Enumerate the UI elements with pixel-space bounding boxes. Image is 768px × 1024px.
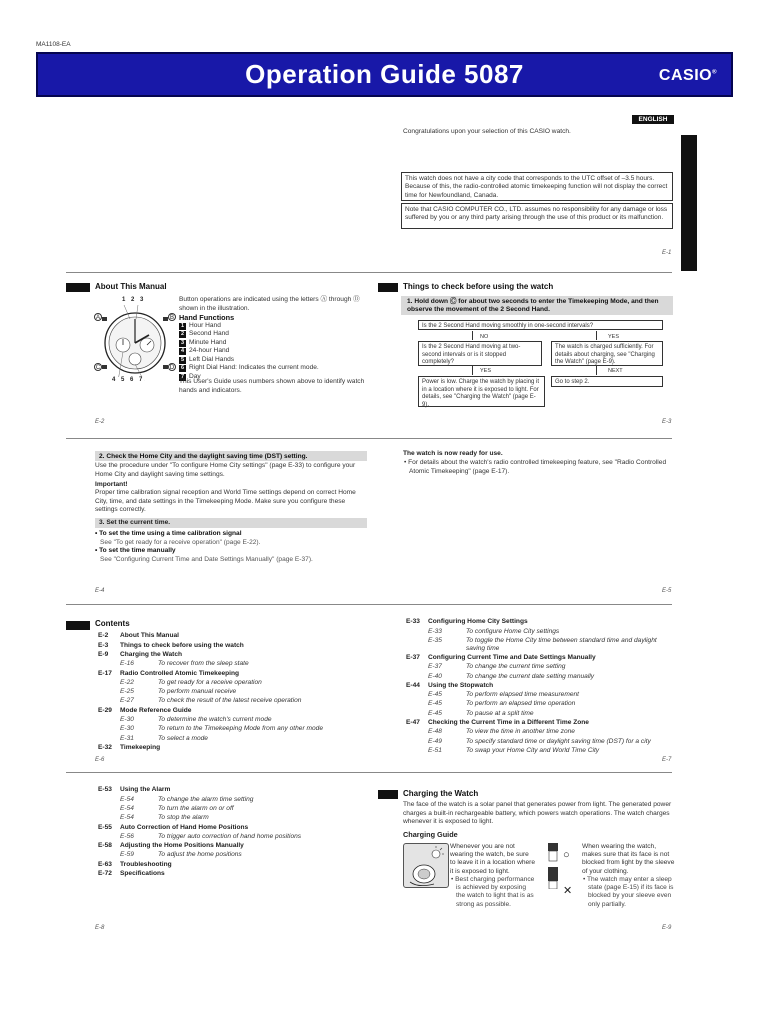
- toc-row: [406, 737, 676, 746]
- toc-page-number: E-63: [98, 860, 112, 868]
- hand-item: 3 Minute Hand: [180, 338, 227, 346]
- hand-item: 7 Day: [180, 372, 201, 380]
- toc-page-number: E-27: [120, 697, 134, 705]
- toc-row: [98, 851, 378, 860]
- toc-row: [98, 860, 378, 869]
- flow-goto-step2: Go to step 2.: [551, 376, 663, 387]
- toc-page-number: E-53: [98, 786, 112, 794]
- toc-entry-title: Checking the Current Time in a Different Time Zone: [428, 719, 589, 727]
- model-code: MA1108-EA: [36, 41, 71, 48]
- toc-row: [98, 842, 378, 851]
- ready-title: The watch is now ready for use.: [403, 450, 503, 457]
- toc-page-number: E-54: [120, 814, 134, 822]
- toc-page-number: E-44: [406, 681, 420, 689]
- page-title: Operation Guide 5087: [245, 59, 524, 89]
- toc-page-number: E-29: [98, 706, 112, 714]
- page-number: E-3: [662, 419, 672, 425]
- toc-entry-title: Auto Correction of Hand Home Positions: [120, 823, 249, 831]
- toc-page-number: E-47: [406, 719, 420, 727]
- toc-row: [98, 697, 378, 706]
- toc-row: [98, 706, 378, 715]
- toc-entry-title: Mode Reference Guide: [120, 706, 192, 714]
- toc-page-number: E-37: [428, 663, 442, 671]
- flow-arrow: [472, 331, 473, 340]
- toc-row: [406, 672, 676, 681]
- step2-body: Use the procedure under "To configure Home City settings" (page E-33) to configure your Home City and daylight saving time settings.: [95, 462, 356, 478]
- important-title: Important!: [95, 481, 128, 488]
- toc-row: [98, 669, 378, 678]
- toc-page-number: E-58: [98, 842, 112, 850]
- toc-row: [98, 725, 378, 734]
- toc-entry-title: Radio Controlled Atomic Timekeeping: [120, 669, 240, 677]
- dial-top-labels: 1 2 3: [122, 297, 146, 303]
- toc-row: [98, 651, 378, 660]
- congrats-text: Congratulations upon your selection of this CASIO watch.: [403, 128, 571, 135]
- toc-row: [98, 786, 378, 795]
- toc-page-number: E-45: [428, 709, 442, 717]
- hand-item: 1 Hour Hand: [180, 321, 221, 329]
- contents-right-list: [406, 618, 676, 756]
- toc-entry-title: Troubleshooting: [120, 860, 172, 868]
- toc-row: [406, 700, 676, 709]
- ready-body: • For details about the watch's radio controlled timekeeping feature, see "Radio Controlled Atomic Timekeeping" (page E-17).: [404, 459, 667, 475]
- casio-logo: CASIO®: [658, 67, 717, 84]
- side-tab: [681, 135, 697, 271]
- hand-functions-list: [179, 322, 379, 382]
- toc-row: [98, 734, 378, 743]
- toc-entry-title: To view the time in another time zone: [466, 728, 575, 736]
- toc-row: [406, 709, 676, 718]
- button-intro: Button operations are indicated using the letters Ⓐ through Ⓓ shown in the illustration.: [179, 296, 360, 312]
- section-tab: [378, 790, 398, 799]
- button-a-label: A: [95, 315, 100, 321]
- toc-entry-title: Configuring Home City Settings: [428, 618, 528, 626]
- toc-entry-title: Charging the Watch: [120, 650, 183, 658]
- toc-page-number: E-30: [120, 725, 134, 733]
- numbers-note: This User's Guide uses numbers shown above to identify watch hands and indicators.: [179, 378, 365, 394]
- important-body: Proper time calibration signal reception and World Time settings depend on correct Home City, time, and date settings in the Timekeeping Mode. Make sure you configure these settings correctly.: [95, 489, 356, 514]
- toc-page-number: E-49: [428, 737, 442, 745]
- charging-right-text: When wearing the watch, makes sure that its face is not blocked from light by the sleeve of your clothing. • The watch may enter a sleep state (page E-15) if its face is blocked by your sleeve even only partially.: [582, 843, 675, 908]
- divider: [66, 438, 672, 439]
- toc-page-number: E-51: [428, 746, 442, 754]
- toc-entry-title: To stop the alarm: [158, 814, 209, 822]
- button-b-label: B: [169, 315, 174, 321]
- section-tab: [378, 283, 398, 292]
- toc-entry-title: To toggle the Home City time between standard time and daylight saving time: [466, 636, 657, 652]
- toc-page-number: E-16: [120, 660, 134, 668]
- toc-row: [98, 832, 378, 841]
- flow-arrow: [596, 331, 597, 340]
- toc-entry-title: To specify standard time or daylight saving time (DST) for a city: [466, 737, 651, 745]
- hand-item: 4 24-hour Hand: [180, 347, 230, 355]
- toc-entry-title: To change the current date setting manually: [466, 672, 595, 680]
- flow-no-label: NO: [480, 334, 489, 340]
- title-banner: [36, 52, 733, 97]
- toc-entry-title: To change the alarm time setting: [158, 795, 254, 803]
- liability-notice: Note that CASIO COMPUTER CO., LTD. assumes no responsibility for any damage or loss suffered by you or any third party arising through the use of this product or its malfunction.: [401, 203, 673, 229]
- page-number: E-6: [95, 757, 105, 763]
- dial-bottom-labels: 4 5 6 7: [112, 377, 145, 383]
- divider: [66, 604, 672, 605]
- page-number: E-9: [662, 925, 672, 931]
- toc-page-number: E-45: [428, 700, 442, 708]
- button-c-label: C: [95, 365, 101, 371]
- flow-q2: Is the 2 Second Hand moving at two-second intervals or is it stopped completely?: [418, 341, 542, 366]
- step1-banner: 1. Hold down Ⓒ for about two seconds to enter the Timekeeping Mode, and then observe the movement of the 2 Second Hand.: [401, 296, 673, 315]
- hand-item: 6 Right Dial Hand: Indicates the current mode.: [180, 364, 319, 372]
- toc-row: [406, 618, 676, 627]
- toc-entry-title: Specifications: [120, 870, 165, 878]
- toc-page-number: E-72: [98, 870, 112, 878]
- toc-entry-title: To change the current time setting: [466, 663, 566, 671]
- toc-row: [98, 744, 378, 753]
- hand-item: 5 Left Dial Hands: [180, 355, 235, 363]
- flow-yes2-label: YES: [480, 368, 492, 374]
- language-tab: ENGLISH: [632, 115, 674, 124]
- toc-entry-title: To trigger auto correction of hand home positions: [158, 832, 302, 840]
- toc-entry-title: Using the Stopwatch: [428, 681, 494, 689]
- toc-row: [98, 823, 378, 832]
- divider: [66, 272, 672, 273]
- hand-functions-title: Hand Functions: [179, 313, 235, 322]
- toc-row: [406, 747, 676, 756]
- toc-entry-title: Timekeeping: [120, 743, 161, 751]
- flow-next-label: NEXT: [608, 368, 623, 374]
- toc-row: [98, 795, 378, 804]
- check-title: Things to check before using the watch: [403, 282, 554, 291]
- toc-row: [98, 688, 378, 697]
- toc-entry-title: To turn the alarm on or off: [158, 804, 234, 812]
- about-title: About This Manual: [95, 282, 167, 291]
- toc-entry-title: About This Manual: [120, 632, 179, 640]
- utc-notice: This watch does not have a city code that corresponds to the UTC offset of –3.5 hours. Because of this, the radio-controlled atomic timekeeping function will not display the correct time for Newfoundland, Canada.: [401, 172, 673, 201]
- toc-entry-title: To recover from the sleep state: [158, 660, 249, 668]
- toc-page-number: E-45: [428, 691, 442, 699]
- toc-row: [98, 814, 378, 823]
- toc-row: [406, 627, 676, 636]
- toc-row: [98, 870, 378, 879]
- toc-row: [98, 716, 378, 725]
- watch-diagram: [94, 297, 176, 387]
- ok-mark: ○: [563, 849, 570, 861]
- charging-title: Charging the Watch: [403, 789, 479, 798]
- toc-page-number: E-59: [120, 851, 134, 859]
- toc-page-number: E-9: [98, 650, 109, 658]
- toc-page-number: E-48: [428, 728, 442, 736]
- hand-item: 2 Second Hand: [180, 330, 229, 338]
- page-number: E-2: [95, 419, 105, 425]
- flow-q1: Is the 2 Second Hand moving smoothly in one-second intervals?: [418, 320, 663, 330]
- toc-page-number: E-33: [406, 618, 420, 626]
- toc-entry-title: To select a mode: [158, 734, 208, 742]
- ng-mark: ✕: [563, 885, 573, 897]
- toc-entry-title: To pause at a split time: [466, 709, 534, 717]
- page-number: E-5: [662, 588, 672, 594]
- charging-left-text: Whenever you are not wearing the watch, be sure to leave it in a location where it is exposed to light. • Best charging performance is achieved by exposing the watch to light that is as strong as possible.: [450, 843, 536, 908]
- toc-page-number: E-40: [428, 672, 442, 680]
- watch-in-light-illustration: [403, 843, 449, 888]
- section-tab: [66, 283, 90, 292]
- toc-entry-title: Using the Alarm: [120, 786, 171, 794]
- toc-entry-title: Things to check before using the watch: [120, 641, 244, 649]
- toc-row: [406, 681, 676, 690]
- toc-page-number: E-30: [120, 716, 134, 724]
- toc-row: [406, 719, 676, 728]
- toc-page-number: E-55: [98, 823, 112, 831]
- step3-bullets: • To set the time using a time calibration signal See "To get ready for a receive operation" (page E-22). • To set the time manually See "Configuring Current Time and Date Settings Manually" (page E-37).: [95, 530, 313, 563]
- toc-page-number: E-56: [120, 832, 134, 840]
- toc-row: [98, 805, 378, 814]
- flow-yes-label: YES: [608, 334, 620, 340]
- wrist-illustrations: [546, 843, 560, 889]
- page-number: E-4: [95, 588, 105, 594]
- toc-page-number: E-2: [98, 632, 109, 640]
- toc-row: [98, 660, 378, 669]
- toc-entry-title: Adjusting the Home Positions Manually: [120, 842, 244, 850]
- toc-entry-title: To swap your Home City and World Time City: [466, 746, 600, 754]
- page-number: E-1: [662, 250, 672, 256]
- toc-entry-title: Configuring Current Time and Date Settings Manually: [428, 653, 596, 661]
- toc-row: [406, 691, 676, 700]
- toc-page-number: E-22: [120, 678, 134, 686]
- contents-title: Contents: [95, 619, 130, 628]
- button-d-label: D: [169, 365, 175, 371]
- toc-page-number: E-32: [98, 743, 112, 751]
- charging-guide-title: Charging Guide: [403, 830, 458, 839]
- toc-page-number: E-3: [98, 641, 109, 649]
- flow-arrow: [596, 366, 597, 375]
- toc-page-number: E-54: [120, 804, 134, 812]
- toc-row: [406, 654, 676, 663]
- toc-entry-title: To determine the watch's current mode: [158, 716, 272, 724]
- toc-page-number: E-25: [120, 688, 134, 696]
- page-number: E-7: [662, 757, 672, 763]
- toc-entry-title: To return to the Timekeeping Mode from any other mode: [158, 725, 323, 733]
- toc-row: [98, 678, 378, 687]
- divider: [66, 772, 672, 773]
- step3-title: 3. Set the current time.: [99, 519, 171, 526]
- flow-power-low: Power is low. Charge the watch by placing it in a location where it is exposed to light. For details, see "Charging the Watch" (page E-9).: [418, 376, 545, 407]
- toc-entry-title: To adjust the home positions: [158, 851, 242, 859]
- toc-page-number: E-54: [120, 795, 134, 803]
- toc-page-number: E-17: [98, 669, 112, 677]
- toc-page-number: E-35: [428, 636, 442, 644]
- flow-charged: The watch is charged sufficiently. For details about charging, see "Charging the Watch" (page E-9).: [551, 341, 663, 366]
- step2-banner: 2. Check the Home City and the daylight saving time (DST) setting.: [95, 451, 367, 461]
- toc-entry-title: To perform an elapsed time operation: [466, 700, 576, 708]
- toc-page-number: E-37: [406, 653, 420, 661]
- page-number: E-8: [95, 925, 105, 931]
- contents-left-list: [98, 632, 378, 753]
- section-tab: [66, 621, 90, 630]
- toc-row: [406, 663, 676, 672]
- flow-arrow: [472, 366, 473, 375]
- toc-entry-title: To configure Home City settings: [466, 627, 560, 635]
- toc-page-number: E-33: [428, 627, 442, 635]
- toc-entry-title: To perform elapsed time measurement: [466, 691, 580, 699]
- toc-row: [98, 641, 378, 650]
- toc-row: [406, 728, 676, 737]
- toc-entry-title: To check the result of the latest receive operation: [158, 697, 302, 705]
- toc-entry-title: To get ready for a receive operation: [158, 678, 262, 686]
- toc-entry-title: To perform manual receive: [158, 688, 237, 696]
- contents-continued-list: [98, 786, 378, 879]
- toc-page-number: E-31: [120, 734, 134, 742]
- toc-row: [406, 637, 676, 654]
- toc-row: [98, 632, 378, 641]
- charging-intro: The face of the watch is a solar panel that generates power from light. The generated power charges a built-in rechargeable battery, which powers watch operations. The watch charges whenever it is exposed to light.: [403, 801, 672, 826]
